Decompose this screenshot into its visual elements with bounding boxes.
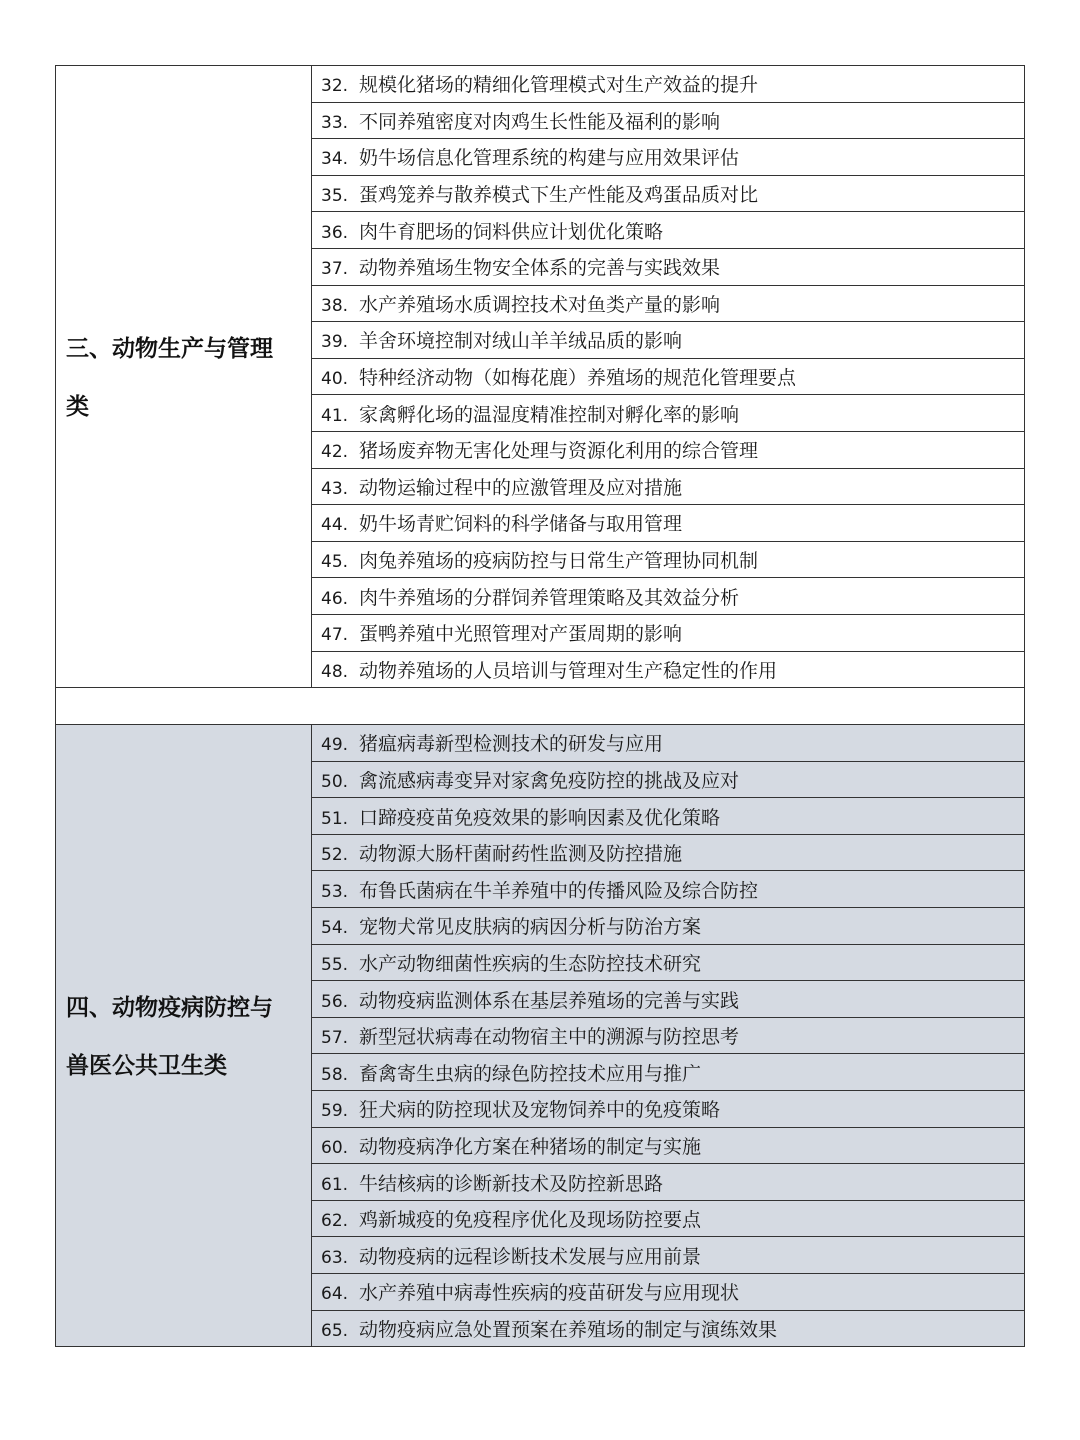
topic-cell xyxy=(312,102,1025,139)
section-spacer-row xyxy=(56,688,1025,725)
topic-cell xyxy=(312,285,1025,322)
topic-cell xyxy=(312,798,1025,835)
topic-cell xyxy=(312,139,1025,176)
topic-text: 水产动物细菌性疾病的生态防控技术研究 xyxy=(359,952,702,975)
topic-cell xyxy=(312,431,1025,468)
topic-text: 水产养殖中病毒性疾病的疫苗研发与应用现状 xyxy=(359,1282,740,1305)
topic-cell xyxy=(312,834,1025,871)
section-spacer-cell xyxy=(56,688,1025,725)
topic-text: 肉牛育肥场的饲料供应计划优化策略 xyxy=(359,220,664,243)
topic-number: 62. xyxy=(321,1211,349,1232)
topic-cell xyxy=(312,725,1025,762)
topic-cell xyxy=(312,1127,1025,1164)
topic-number: 36. xyxy=(321,222,349,243)
topic-number: 49. xyxy=(321,735,349,756)
topic-text: 奶牛场青贮饲料的科学储备与取用管理 xyxy=(359,513,683,536)
topic-number: 34. xyxy=(321,149,349,170)
topic-cell xyxy=(312,541,1025,578)
topic-cell xyxy=(312,212,1025,249)
topic-cell xyxy=(312,66,1025,103)
topic-number: 41. xyxy=(321,405,349,426)
table-row xyxy=(56,66,1025,103)
topic-number: 64. xyxy=(321,1284,349,1305)
topic-text: 不同养殖密度对肉鸡生长性能及福利的影响 xyxy=(359,110,721,133)
topic-cell xyxy=(312,614,1025,651)
topic-number: 33. xyxy=(321,112,349,133)
topic-cell xyxy=(312,1017,1025,1054)
topic-cell xyxy=(312,505,1025,542)
topic-text: 宠物犬常见皮肤病的病因分析与防治方案 xyxy=(359,916,702,939)
topic-number: 60. xyxy=(321,1137,349,1158)
topic-cell xyxy=(312,1164,1025,1201)
topics-table-body xyxy=(56,66,1025,1347)
topic-number: 50. xyxy=(321,771,349,792)
topic-text: 家禽孵化场的温湿度精准控制对孵化率的影响 xyxy=(359,403,740,426)
topic-number: 57. xyxy=(321,1028,349,1049)
topic-number: 38. xyxy=(321,295,349,316)
topic-cell xyxy=(312,1274,1025,1311)
topic-cell xyxy=(312,1200,1025,1237)
topic-cell xyxy=(312,651,1025,688)
topic-cell xyxy=(312,322,1025,359)
topic-cell xyxy=(312,358,1025,395)
topic-cell xyxy=(312,175,1025,212)
category-title-line2: 兽医公共卫生类 xyxy=(66,1051,227,1078)
topic-number: 63. xyxy=(321,1247,349,1268)
topic-number: 61. xyxy=(321,1174,349,1195)
topic-text: 布鲁氏菌病在牛羊养殖中的传播风险及综合防控 xyxy=(359,879,759,902)
topic-text: 牛结核病的诊断新技术及防控新思路 xyxy=(359,1172,664,1195)
topic-text: 狂犬病的防控现状及宠物饲养中的免疫策略 xyxy=(359,1099,721,1122)
topic-number: 51. xyxy=(321,808,349,829)
topic-text: 羊舍环境控制对绒山羊羊绒品质的影响 xyxy=(359,330,683,353)
topic-text: 动物源大肠杆菌耐药性监测及防控措施 xyxy=(359,843,683,866)
topic-text: 动物养殖场的人员培训与管理对生产稳定性的作用 xyxy=(359,659,778,682)
section3-category-cell xyxy=(56,66,312,688)
topic-text: 奶牛场信息化管理系统的构建与应用效果评估 xyxy=(359,147,740,170)
topic-cell xyxy=(312,871,1025,908)
topic-cell xyxy=(312,1054,1025,1091)
topic-text: 特种经济动物（如梅花鹿）养殖场的规范化管理要点 xyxy=(359,367,797,390)
topic-text: 动物运输过程中的应激管理及应对措施 xyxy=(359,476,683,499)
topic-cell xyxy=(312,395,1025,432)
topic-text: 口蹄疫疫苗免疫效果的影响因素及优化策略 xyxy=(359,806,721,829)
category-title-line1: 四、动物疫病防控与 xyxy=(66,993,273,1020)
section4-category-cell xyxy=(56,725,312,1347)
topic-cell xyxy=(312,981,1025,1018)
topic-text: 新型冠状病毒在动物宿主中的溯源与防控思考 xyxy=(359,1026,740,1049)
topic-number: 45. xyxy=(321,552,349,573)
topic-cell xyxy=(312,1091,1025,1128)
topic-number: 39. xyxy=(321,332,349,353)
topic-number: 56. xyxy=(321,991,349,1012)
topic-text: 肉兔养殖场的疫病防控与日常生产管理协同机制 xyxy=(359,550,759,573)
topic-cell xyxy=(312,761,1025,798)
topics-table xyxy=(55,65,1025,1347)
topic-text: 动物疫病应急处置预案在养殖场的制定与演练效果 xyxy=(359,1318,778,1341)
topic-number: 42. xyxy=(321,442,349,463)
topic-cell xyxy=(312,468,1025,505)
topic-cell xyxy=(312,1237,1025,1274)
topic-number: 65. xyxy=(321,1320,349,1341)
topic-number: 46. xyxy=(321,588,349,609)
topic-text: 畜禽寄生虫病的绿色防控技术应用与推广 xyxy=(359,1062,702,1085)
topic-number: 59. xyxy=(321,1101,349,1122)
topic-number: 54. xyxy=(321,918,349,939)
topic-number: 48. xyxy=(321,661,349,682)
table-row xyxy=(56,725,1025,762)
topic-number: 44. xyxy=(321,515,349,536)
topic-text: 动物疫病监测体系在基层养殖场的完善与实践 xyxy=(359,989,740,1012)
topic-number: 43. xyxy=(321,478,349,499)
topic-number: 32. xyxy=(321,76,349,97)
topic-text: 猪场废弃物无害化处理与资源化利用的综合管理 xyxy=(359,440,759,463)
topic-text: 蛋鸭养殖中光照管理对产蛋周期的影响 xyxy=(359,623,683,646)
topic-number: 58. xyxy=(321,1064,349,1085)
topic-text: 猪瘟病毒新型检测技术的研发与应用 xyxy=(359,733,664,756)
topic-text: 动物疫病的远程诊断技术发展与应用前景 xyxy=(359,1245,702,1268)
topic-number: 35. xyxy=(321,186,349,207)
category-title-line2: 类 xyxy=(66,392,89,419)
topic-cell xyxy=(312,944,1025,981)
topic-text: 鸡新城疫的免疫程序优化及现场防控要点 xyxy=(359,1209,702,1232)
topic-cell xyxy=(312,1310,1025,1347)
topic-number: 52. xyxy=(321,845,349,866)
topic-text: 水产养殖场水质调控技术对鱼类产量的影响 xyxy=(359,293,721,316)
topic-number: 47. xyxy=(321,625,349,646)
topic-number: 55. xyxy=(321,954,349,975)
topic-number: 53. xyxy=(321,881,349,902)
topic-number: 40. xyxy=(321,369,349,390)
topic-text: 动物疫病净化方案在种猪场的制定与实施 xyxy=(359,1135,702,1158)
topic-text: 规模化猪场的精细化管理模式对生产效益的提升 xyxy=(359,74,759,97)
topic-text: 禽流感病毒变异对家禽免疫防控的挑战及应对 xyxy=(359,769,740,792)
topic-text: 肉牛养殖场的分群饲养管理策略及其效益分析 xyxy=(359,586,740,609)
topic-number: 37. xyxy=(321,259,349,280)
category-title-line1: 三、动物生产与管理 xyxy=(66,334,273,361)
topic-cell xyxy=(312,578,1025,615)
topic-cell xyxy=(312,908,1025,945)
topic-text: 动物养殖场生物安全体系的完善与实践效果 xyxy=(359,257,721,280)
topic-text: 蛋鸡笼养与散养模式下生产性能及鸡蛋品质对比 xyxy=(359,184,759,207)
topic-cell xyxy=(312,248,1025,285)
